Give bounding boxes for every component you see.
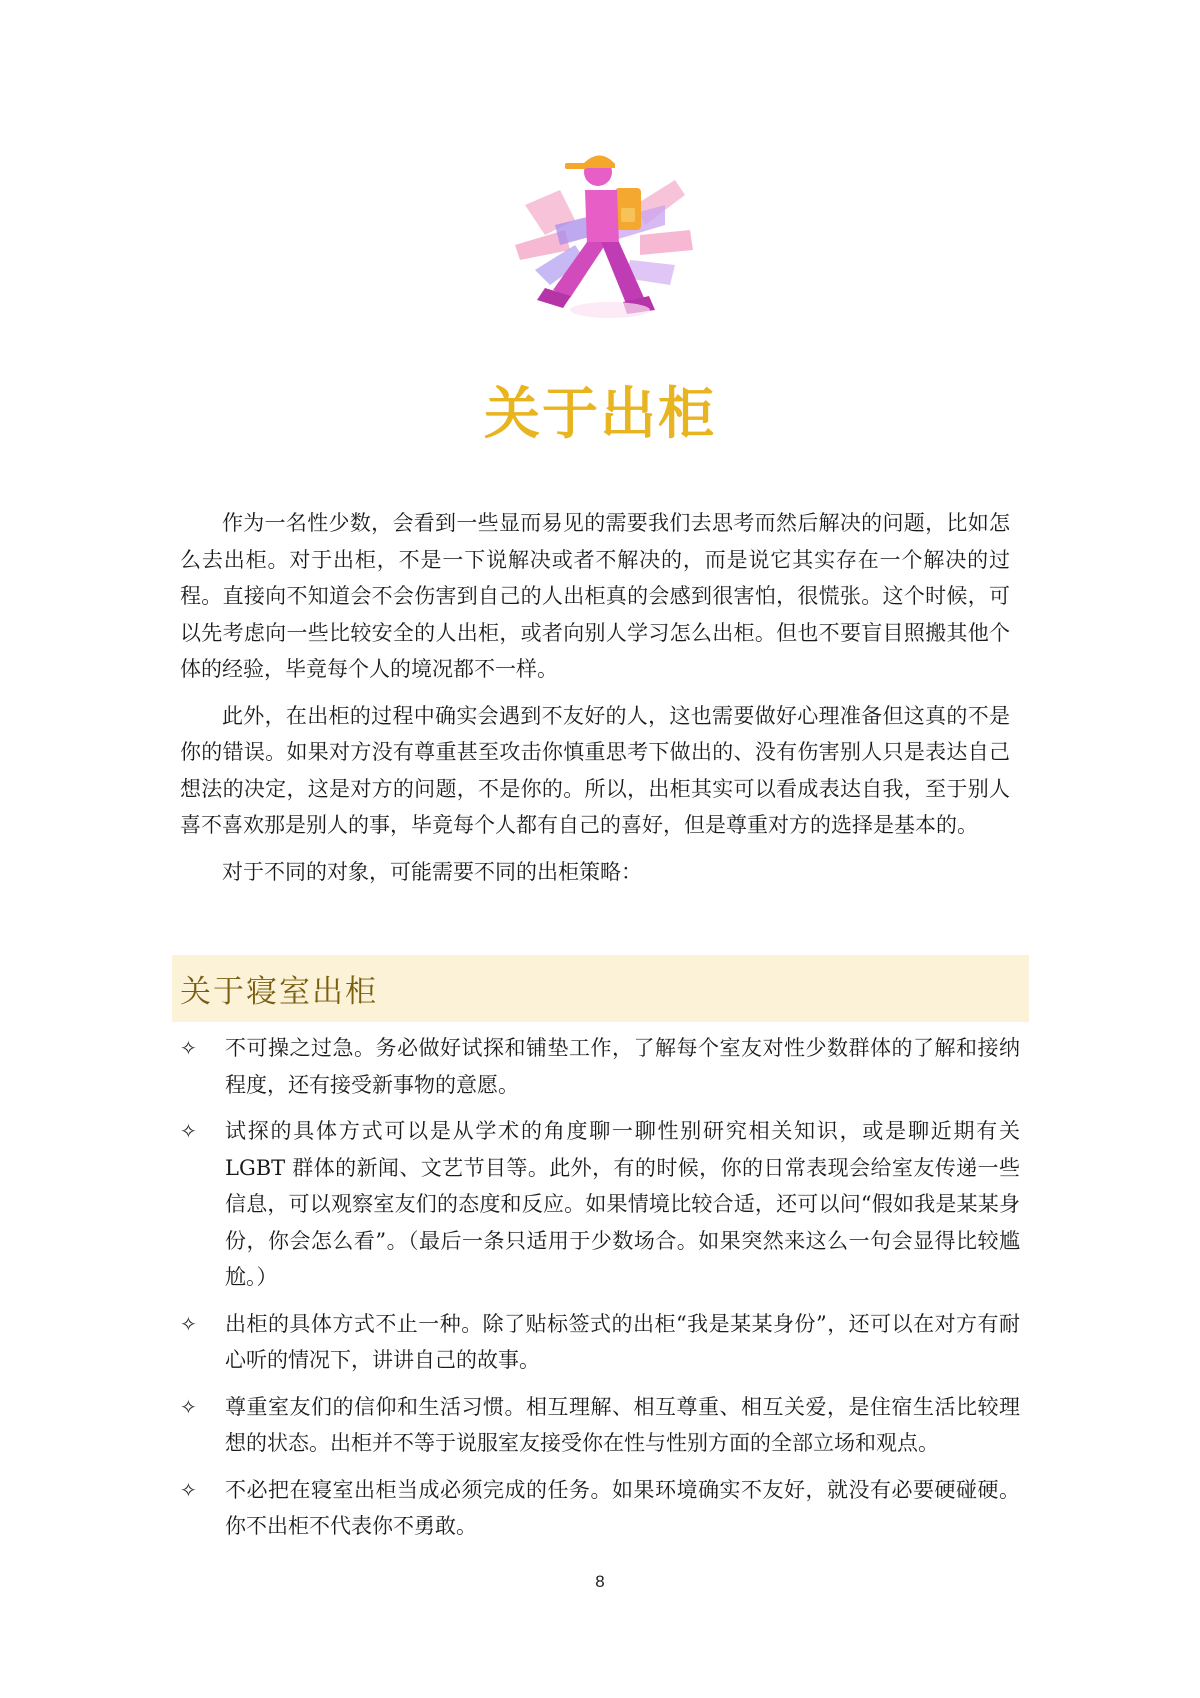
list-item-text: 尊重室友们的信仰和生活习惯。相互理解、相互尊重、相互关爱，是住宿生活比较理想的状态。出柜并不等于说服室友接受你在性与性别方面的全部立场和观点。 [225, 1394, 1020, 1455]
intro-paragraph-2: 此外，在出柜的过程中确实会遇到不友好的人，这也需要做好心理准备但这真的不是你的错误。如果对方没有尊重甚至攻击你慎重思考下做出的、没有伤害别人只是表达自己想法的决定，这是对方的问题，不是你的。所以，出柜其实可以看成表达自我，至于别人喜不喜欢那是别人的事，毕竟每个人都有自己的喜好，但是尊重对方的选择是基本的。 [180, 703, 1010, 837]
list-item [180, 1306, 1020, 1379]
intro-text [180, 505, 1010, 900]
list-item [180, 1030, 1020, 1103]
sparkle-bullet-icon: ✧ [180, 1311, 197, 1336]
sparkle-bullet-icon: ✧ [180, 1477, 197, 1502]
list-item-text: 试探的具体方式可以是从学术的角度聊一聊性别研究相关知识，或是聊近期有关 LGBT 群体的新闻、文艺节目等。此外，有的时候，你的日常表现会给室友传递一些信息，可以观察室友们的态度和反应。如果情境比较合适，还可以问“假如我是某某身份，你会怎么看”。（最后一条只适用于少数场合。如果突然来这么一句会显得比较尴尬。） [225, 1119, 1020, 1289]
section-header [172, 955, 1029, 1022]
sparkle-bullet-icon: ✧ [180, 1036, 197, 1060]
list-item-text: 不必把在寝室出柜当成必须完成的任务。如果环境确实不友好，就没有必要硬碰硬。你不出柜不代表你不勇敢。 [225, 1477, 1020, 1538]
list-item [180, 1472, 1020, 1545]
list-item [180, 1389, 1020, 1462]
walking-person-figure-icon [515, 150, 695, 325]
intro-paragraph-3: 对于不同的对象，可能需要不同的出柜策略： [222, 859, 642, 884]
sparkle-bullet-icon: ✧ [180, 1394, 197, 1419]
intro-paragraph-1: 作为一名性少数，会看到一些显而易见的需要我们去思考而然后解决的问题，比如怎么去出柜。对于出柜，不是一下说解决或者不解决的，而是说它其实存在一个解决的过程。直接向不知道会不会伤害到自己的人出柜真的会感到很害怕，很慌张。这个时候，可以先考虑向一些比较安全的人出柜，或者向别人学习怎么出柜。但也不要盲目照搬其他个体的经验，毕竟每个人的境况都不一样。 [180, 511, 1010, 681]
page-number: 8 [595, 1572, 605, 1591]
sparkle-bullet-icon: ✧ [180, 1119, 197, 1143]
list-item [180, 1113, 1020, 1296]
section-heading: 关于寝室出柜 [180, 974, 378, 1010]
list-item-text: 出柜的具体方式不止一种。除了贴标签式的出柜“我是某某身份”，还可以在对方有耐心听的情况下，讲讲自己的故事。 [225, 1311, 1020, 1372]
page-title: 关于出柜 [484, 382, 716, 447]
list-item-text: 不可操之过急。务必做好试探和铺垫工作，了解每个室友对性少数群体的了解和接纳程度，还有接受新事物的意愿。 [225, 1036, 1020, 1097]
bullet-list [180, 1030, 1020, 1555]
